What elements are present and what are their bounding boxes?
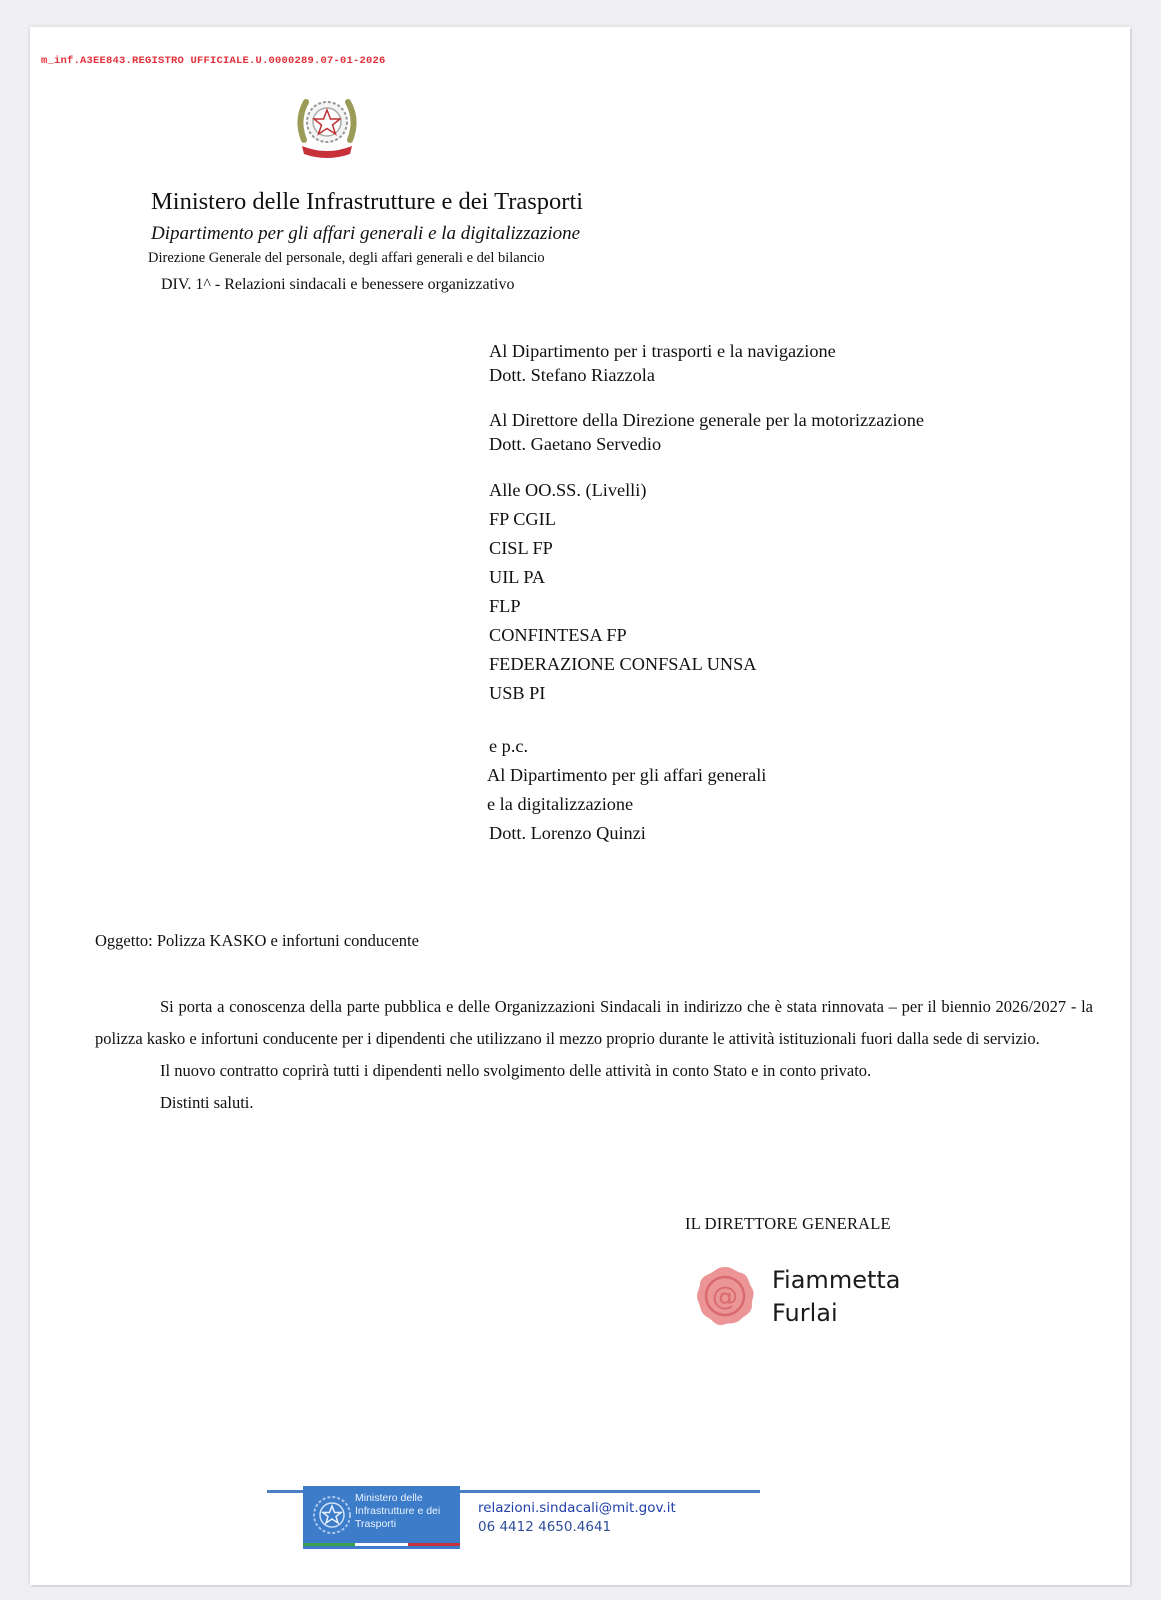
footer-logo-line: Infrastrutture e dei bbox=[355, 1505, 441, 1517]
ministry-name: Ministero delle Infrastrutture e dei Trasporti bbox=[151, 188, 584, 215]
footer-logo-line: Trasporti bbox=[355, 1518, 397, 1530]
union-item: FP CGIL bbox=[489, 509, 556, 529]
closing-salutation: Distinti saluti. bbox=[160, 1093, 254, 1112]
protocol-stamp: m_inf.A3EE843.REGISTRO UFFICIALE.U.0000289.07-01-2026 bbox=[41, 55, 386, 67]
union-item: FLP bbox=[489, 596, 521, 616]
digital-signature-seal-icon bbox=[693, 1264, 757, 1328]
recipient-line: Dott. Gaetano Servedio bbox=[489, 433, 662, 454]
signatory-first-name: Fiammetta bbox=[772, 1266, 901, 1294]
unions-header: Alle OO.SS. (Livelli) bbox=[489, 480, 647, 500]
cc-line: Dott. Lorenzo Quinzi bbox=[489, 823, 646, 843]
flag-green bbox=[303, 1543, 355, 1546]
svg-text:@: @ bbox=[712, 1282, 738, 1312]
flag-white bbox=[355, 1543, 407, 1546]
department-name: Dipartimento per gli affari generali e la digitalizzazione bbox=[151, 223, 581, 244]
union-item: USB PI bbox=[489, 683, 546, 703]
recipient-line: Al Direttore della Direzione generale per la motorizzazione bbox=[489, 410, 924, 430]
recipient-block-motorization bbox=[489, 409, 924, 456]
recipient-line: Dott. Stefano Riazzola bbox=[489, 364, 656, 385]
footer-emblem-icon bbox=[311, 1494, 353, 1536]
body-paragraph: Si porta a conoscenza della parte pubblica e delle Organizzazioni Sindacali in indirizzo che è stata rinnovata – per il biennio 2026/2027 - la polizza kasko e infortuni conducente per i dipendenti che utilizzano il mezzo proprio durante le attività istituzionali fuori dalla sede di servizio. bbox=[95, 997, 1093, 1048]
signatory-title: IL DIRETTORE GENERALE bbox=[685, 1214, 891, 1233]
footer-phone: 06 4412 4650.4641 bbox=[478, 1519, 612, 1535]
union-item: CONFINTESA FP bbox=[489, 625, 627, 645]
footer-email-link[interactable]: relazioni.sindacali@mit.gov.it bbox=[478, 1500, 676, 1516]
body-paragraph: Il nuovo contratto coprirà tutti i dipendenti nello svolgimento delle attività in conto Stato e in conto privato. bbox=[160, 1061, 872, 1080]
italian-republic-emblem-icon bbox=[292, 90, 362, 162]
flag-red bbox=[408, 1543, 460, 1546]
union-item: FEDERAZIONE CONFSAL UNSA bbox=[489, 654, 757, 674]
italian-flag-stripe bbox=[303, 1543, 460, 1546]
cc-label: e p.c. bbox=[489, 736, 529, 756]
footer-logo-text bbox=[355, 1492, 440, 1531]
directorate-name: Direzione Generale del personale, degli affari generali e del bilancio bbox=[148, 250, 545, 266]
cc-line: Al Dipartimento per gli affari generali bbox=[487, 765, 767, 785]
signatory-last-name: Furlai bbox=[772, 1299, 838, 1327]
subject-line: Oggetto: Polizza KASKO e infortuni conducente bbox=[95, 931, 419, 950]
union-item: CISL FP bbox=[489, 538, 553, 558]
footer-ministry-logo bbox=[303, 1486, 460, 1549]
letter-body bbox=[95, 991, 1093, 1119]
recipient-block-transport bbox=[489, 340, 836, 387]
footer-logo-line: Ministero delle bbox=[355, 1492, 423, 1504]
document-page bbox=[30, 27, 1130, 1585]
cc-line: e la digitalizzazione bbox=[487, 794, 634, 814]
recipient-line: Al Dipartimento per i trasporti e la navigazione bbox=[489, 341, 836, 361]
footer-contact bbox=[478, 1499, 676, 1537]
recipient-block-unions bbox=[489, 476, 756, 708]
recipient-block-cc bbox=[487, 732, 766, 848]
signatory-name bbox=[772, 1264, 900, 1330]
division-name: DIV. 1^ - Relazioni sindacali e benessere organizzativo bbox=[161, 276, 515, 293]
union-item: UIL PA bbox=[489, 567, 546, 587]
